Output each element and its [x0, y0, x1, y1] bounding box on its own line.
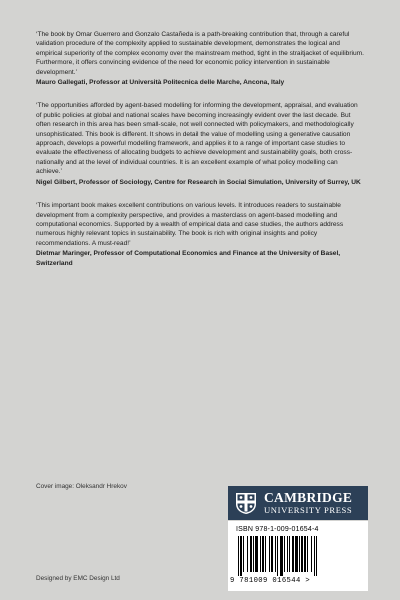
barcode-bar: [295, 536, 298, 572]
endorsement-1: [36, 30, 364, 87]
isbn-barcode: [228, 521, 368, 591]
barcode-bar: [314, 536, 315, 576]
barcode-bar: [260, 536, 261, 572]
barcode-bar: [316, 536, 317, 576]
barcode-bar: [262, 536, 264, 572]
isbn-label: ISBN 978-1-009-01654-4: [236, 526, 319, 533]
barcode-bar: [304, 536, 306, 572]
endorsement-author: Dietmar Maringer, Professor of Computational Economics and Finance at the University of Basel, Switzerland: [36, 250, 341, 267]
endorsement-text: ‘The book by Omar Guerrero and Gonzalo Castañeda is a path-breaking contribution that, through a careful validation procedure of the complexity applied to sustainable development, demonstrates the logical and empirical superiority of the complex economy over the mainstream method, tight in the straitjacket of equilibrium. Furthermore, it offers convincing evidence of the need for economic policy intervention in sustainable development.’: [36, 31, 365, 76]
barcode-bar: [240, 536, 242, 576]
barcode-bar: [271, 536, 273, 572]
barcode-bar: [289, 536, 290, 572]
barcode-bar: [238, 536, 239, 576]
barcode-bar: [301, 536, 303, 572]
barcode-bar: [284, 536, 285, 572]
design-credit: Designed by EMC Design Ltd: [36, 575, 120, 582]
barcode-bar: [250, 536, 252, 572]
barcode-bar: [311, 536, 312, 572]
barcode-bar: [287, 536, 288, 572]
endorsement-2: [36, 101, 364, 187]
endorsement-author: Mauro Gallegati, Professor at Università Politecnica delle Marche, Ancona, Italy: [36, 79, 285, 87]
barcode-bar: [307, 536, 308, 572]
barcode-bar: [275, 536, 276, 572]
cambridge-shield-icon: [234, 491, 258, 515]
barcode-bar: [280, 536, 283, 576]
endorsement-author: Nigel Gilbert, Professor of Sociology, Centre for Research in Social Simulation, University of Surrey, UK: [36, 178, 361, 186]
barcode-bar: [265, 536, 266, 572]
barcode-bar: [253, 536, 254, 572]
cover-image-credit: Cover image: Oleksandr Hrekov: [36, 483, 127, 490]
barcode-digits: 9 781009 016544 >: [230, 577, 311, 585]
back-cover-endorsements: [36, 30, 364, 268]
barcode-bar: [299, 536, 300, 572]
endorsement-text: ‘This important book makes excellent contributions on various levels. It introduces readers to sustainable development from a complexity perspective, and provides a masterclass on agent-based modelling and computational economics. Supported by a wealth of empirical data and case studies, the authors address numerous highly relevant topics in sustainability. The book is rich with original insights and policy recommendations. A must-read!’: [36, 202, 344, 247]
publisher-subtitle: UNIVERSITY PRESS: [264, 505, 353, 516]
barcode-bar: [277, 536, 278, 576]
publisher-name: CAMBRIDGE: [264, 489, 353, 505]
endorsement-3: [36, 201, 364, 268]
endorsement-text: ‘The opportunities afforded by agent-based modelling for informing the development, appraisal, and evaluation of public policies at global and national scales have becoming increasingly evident over the last decade. But often research in this area has been small-scale, not well connected with policymakers, and methodologically unsophisticated. This book is different. It shows in detail the value of modelling using a generative causation approach, develops a powerful modelling framework, and applies it to a range of important case studies to evaluate the effectiveness of allocating budgets to achieve development and sustainability goals, both cross-nationally and at the level of individual countries. It is an excellent example of what policy modelling can achieve.’: [36, 102, 358, 176]
barcode-bar: [292, 536, 294, 572]
barcode-bar: [247, 536, 248, 572]
barcode-icon: [238, 536, 362, 576]
publisher-logo: [228, 486, 368, 520]
barcode-bar: [255, 536, 258, 572]
barcode-bar: [269, 536, 270, 572]
barcode-bar: [243, 536, 244, 572]
